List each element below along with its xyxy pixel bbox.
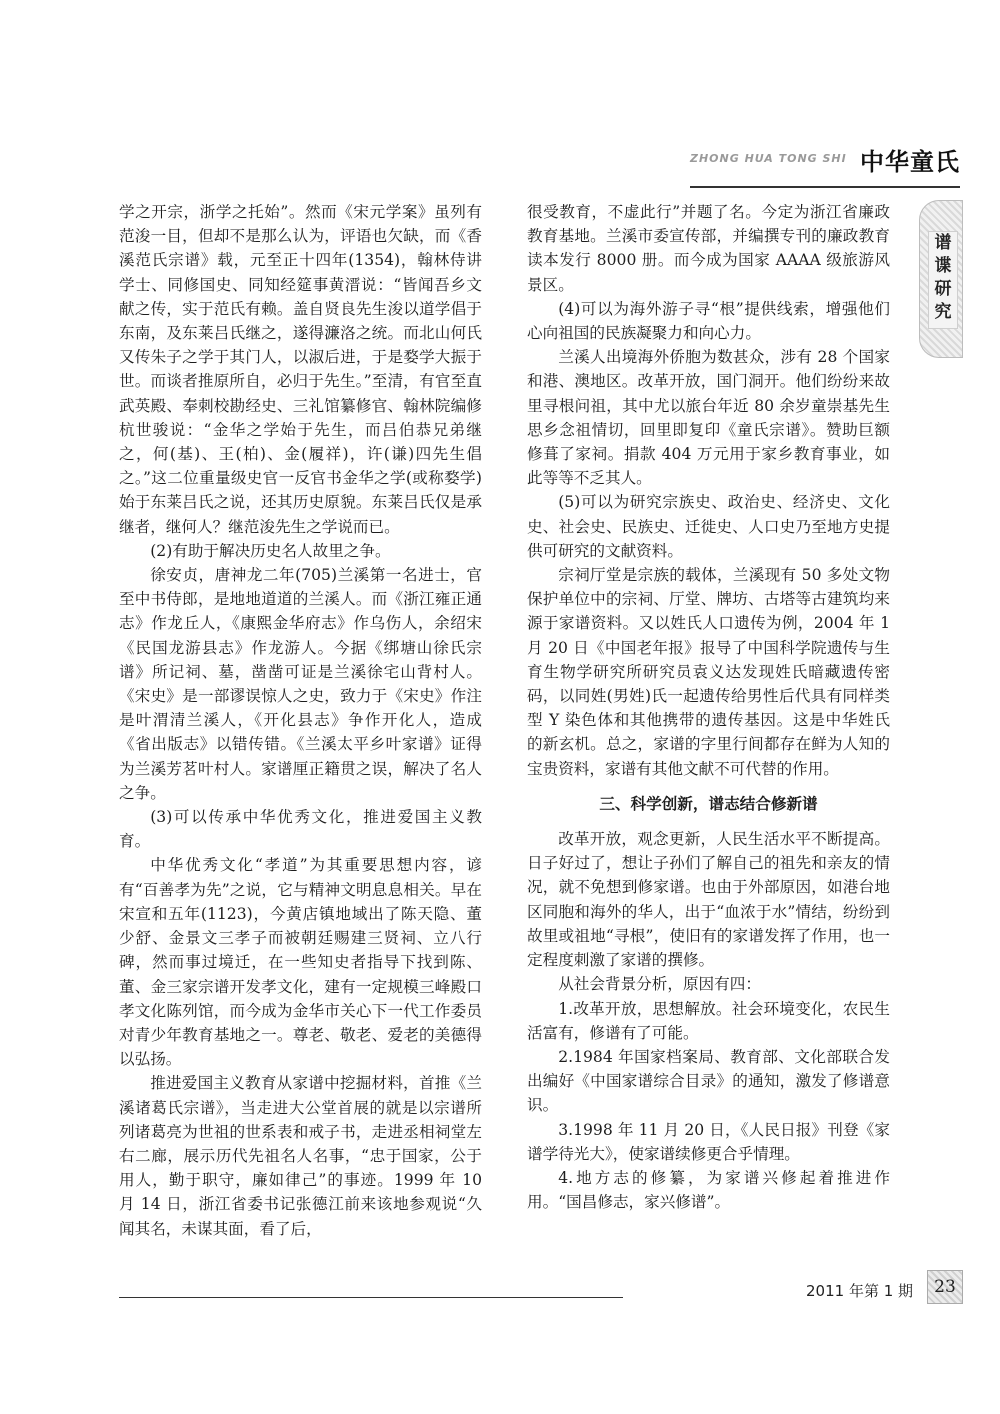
paragraph: 中华优秀文化“孝道”为其重要思想内容，谚有“百善孝为先”之说，它与精神文明息息相关。早在宋宣和五年(1123)，今黄店镇地域出了陈天隐、董少舒、金景文三孝子而被朝廷赐建三贤祠、立八行碑，然而事过境迁，在一些知史者指导下找到陈、董、金三家宗谱开发孝文化，建有一定规模三峰殿口孝文化陈列馆，而今成为金华市关心下一代工作委员对青少年教育基地之一。尊老、敬老、爱老的美德得以弘扬。 — [119, 856, 482, 1069]
paragraph: (4)可以为海外游子寻“根”提供线索，增强他们心向祖国的民族凝聚力和向心力。 — [527, 299, 890, 343]
header-rule — [690, 186, 960, 188]
section-tab-char: 谍 — [934, 256, 952, 276]
running-header — [690, 142, 962, 176]
paragraph: 从社会背景分析，原因有四： — [558, 975, 761, 994]
section-tab-char: 究 — [934, 302, 952, 322]
paragraph: 很受教育，不虚此行”并题了名。今定为浙江省廉政教育基地。兰溪市委宣传部，并编撰专刊的廉政教育读本发行 8000 册。而今成为国家 AAAA 级旅游风景区。 — [527, 203, 890, 294]
section-tab — [919, 200, 963, 358]
paragraph: (5)可以为研究宗族史、政治史、经济史、文化史、社会史、民族史、迁徙史、人口史乃至地方史提供可研究的文献资料。 — [527, 493, 890, 560]
paragraph: (3)可以传承中华优秀文化，推进爱国主义教育。 — [119, 808, 482, 851]
page-number: 23 — [927, 1270, 963, 1304]
paragraph: 学之开宗，浙学之托始”。然而《宋元学案》虽列有范浚一目，但却不是那么认为，评语也欠缺，而《香溪范氏宗谱》载，元至正十四年(1354)，翰林侍讲学士、同修国史、同知经筵事黄溍说：“皆闻吾乡文献之传，实于范氏有赖。盖自贤良先生浚以道学倡于东南，及东莱吕氏继之，遂得濂洛之统。而北山何氏又传朱子之学于其门人，以淑后进，于是婺学大振于世。而谈者推原所自，必归于先生。”至清，有官至直武英殿、奉刺校勘经史、三礼馆纂修官、翰林院编修杭世骏说：“金华之学始于先生，而吕伯恭兄弟继之，何(基)、王(柏)、金(履祥)，许(谦)四先生倡之。”这二位重量级史官一反官书金华之学(或称婺学)始于东莱吕氏之说，还其历史原貌。东莱吕氏仅是承继者，继何人？继范浚先生之学说而已。 — [119, 203, 482, 536]
header-title: 中华童氏 — [860, 147, 960, 176]
paragraph: 1.改革开放，思想解放。社会环境变化，农民生活富有，修谱有了可能。 — [527, 999, 890, 1042]
header-pinyin: ZHONG HUA TONG SHI — [690, 152, 847, 165]
paragraph: 兰溪人出境海外侨胞为数甚众，涉有 28 个国家和港、澳地区。改革开放，国门洞开。他们纷纷来故里寻根问祖，其中尤以旅台年近 80 余岁童崇基先生思乡念祖情切，回里即复印《童氏宗谱》。赞助巨额修葺了家祠。捐款 404 万元用于家乡教育事业，如此等等不乏其人。 — [527, 348, 890, 488]
paragraph: 3.1998 年 11 月 20 日，《人民日报》刊登《家谱学待光大》，使家谱续修更合乎情理。 — [527, 1120, 890, 1163]
paragraph: 推进爱国主义教育从家谱中挖掘材料，首推《兰溪诸葛氏宗谱》，当走进大公堂首展的就是以宗谱所列诸葛亮为世祖的世系表和戒子书，走进丞相祠堂左右二廊，展示历代先祖名人名事，“忠于国家，公于用人，勤于职守，廉如律己”的事迹。1999 年 10 月 14 日，浙江省委书记张德江前来该地参观说“久闻其名，未谋其面，看了后， — [119, 1074, 482, 1238]
footer-rule — [119, 1297, 623, 1298]
section-tab-char: 谱 — [934, 233, 952, 253]
paragraph: (2)有助于解决历史名人故里之争。 — [150, 541, 391, 560]
section-tab-char: 研 — [934, 279, 952, 299]
issue-label: 2011 年第 1 期 — [806, 1282, 914, 1300]
paragraph: 宗祠厅堂是宗族的载体，兰溪现有 50 多处文物保护单位中的宗祠、厅堂、牌坊、古塔等古建筑均来源于家谱资料。又以姓氏人口遗传为例，2004 年 1 月 20 日《中国老年报》报导了中国科学院遗传与生育生物学研究所研究员袁义达发现姓氏暗藏遗传密码，以同姓(男姓)氏一起遗传给男性后代具有同样类型 Y 染色体和其他携带的遗传基因。这是中华姓氏的新玄机。总之，家谱的字里行间都存在鲜为人知的宝贵资料，家谱有其他文献不可代替的作用。 — [527, 566, 890, 778]
section-tab-label — [929, 232, 957, 328]
paragraph: 改革开放，观念更新，人民生活水平不断提高。日子好过了，想让子孙们了解自己的祖先和亲友的情况，就不免想到修家谱。也由于外部原因，如港台地区同胞和海外的华人，出于“血浓于水”情结，纷纷到故里或祖地“寻根”，使旧有的家谱发挥了作用，也一定程度刺激了家谱的撰修。 — [527, 830, 890, 970]
section-heading: 三、科学创新，谱志结合修新谱 — [599, 794, 818, 813]
paragraph: 2.1984 年国家档案局、教育部、文化部联合发出编好《中国家谱综合目录》的通知，激发了修谱意识。 — [527, 1047, 890, 1115]
right-column — [527, 200, 890, 1214]
paragraph: 4.地方志的修纂，为家谱兴修起着推进作用。“国昌修志，家兴修谱”。 — [527, 1168, 890, 1212]
paragraph: 徐安贞，唐神龙二年(705)兰溪第一名进士，官至中书侍郎，是地地道道的兰溪人。而《浙江雍正通志》作龙丘人，《康熙金华府志》作乌伤人，余绍宋《民国龙游县志》作龙游人。今据《绑塘山徐氏宗谱》所记祠、墓，凿凿可证是兰溪徐宅山背村人。《宋史》是一部谬误惊人之史，致力于《宋史》作注是叶渭清兰溪人，《开化县志》争作开化人，造成《省出版志》以错传错。《兰溪太平乡叶家谱》证得为兰溪芳茗叶村人。家谱厘正籍贯之误，解决了名人之争。 — [119, 566, 482, 802]
left-column — [119, 200, 482, 1241]
